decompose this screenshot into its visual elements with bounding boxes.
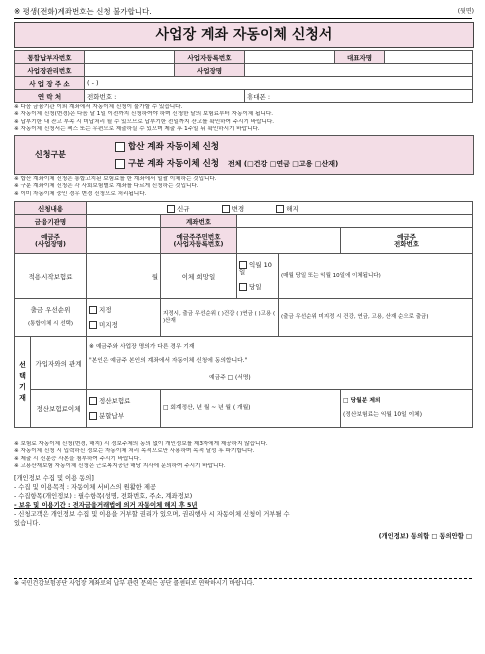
label-optional: 선택기재	[15, 337, 31, 428]
note-line: ※ 구분 계좌이체 신청은 각 사회보험별로 계좌를 다르게 신청하는 것입니다.	[14, 183, 199, 190]
option-same-day[interactable]: 당일	[239, 283, 276, 291]
field-mobile[interactable]: 휴대폰 :	[245, 90, 473, 103]
privacy-consent[interactable]: (개인정보) 동의함 □ 동의안함 □	[378, 533, 472, 540]
apply-option-separate[interactable]: 구분 계좌 자동이체 신청 전체 (□건강 □연금 □고용 □산재)	[115, 157, 338, 169]
note-line: ※ 보험료 자동이체 신청(변경, 해지) 시 정보주체의 동의 없이 개인정보를 제3자에게 제공하지 않습니다.	[14, 441, 268, 447]
option-new[interactable]: 신규	[167, 205, 190, 213]
divider	[14, 578, 472, 579]
checkbox-icon[interactable]	[115, 159, 125, 169]
note-line: ※ 합산 계좌이체 신청은 통합고지된 보험료를 한 계좌에서 일괄 이체하는 것입니다.	[14, 176, 217, 182]
option-priority-unset[interactable]: 미지정	[89, 321, 158, 329]
notes-1	[14, 104, 472, 134]
label-holder-phone: 예금주 전화번호	[341, 228, 473, 254]
field-bank[interactable]	[87, 215, 161, 228]
priority-options	[87, 299, 161, 337]
label-representative: 대표자명	[335, 51, 385, 64]
field-address[interactable]: ( - )	[85, 77, 473, 90]
checkbox-icon[interactable]	[239, 283, 247, 291]
checkbox-icon[interactable]	[222, 205, 230, 213]
note-line: ※ 제출 시 신분증 사본을 첨부하여 주시기 바랍니다.	[14, 455, 141, 462]
priority-text[interactable]: 지정시, 출금 우선순위 ( )건강 ( )연금 ( )고용 ( )산재	[161, 299, 279, 337]
transfer-details-table	[14, 201, 473, 428]
label-holder: 예금주 (사업장명)	[15, 228, 87, 254]
privacy-title: [개인정보 수집 및 이용 동의]	[14, 475, 94, 482]
privacy-line: - 수집항목(개인정보) : 필수항목(성명, 전화번호, 주소, 계좌정보)	[14, 493, 193, 500]
side-note: (뒷면)	[457, 8, 474, 15]
note-line: ※ 자동이체 신청 시 입력하신 정보는 자동이체 처리 목적으로만 사용하며 목적 달성 후 파기합니다.	[14, 448, 255, 455]
option-change[interactable]: 변경	[222, 205, 245, 213]
privacy-line: 있습니다.	[14, 520, 41, 527]
option-settlement[interactable]: 정산보험료	[89, 397, 158, 405]
label-business-reg-number: 사업자등록번호	[175, 51, 245, 64]
field-site-name[interactable]	[245, 64, 473, 77]
business-info-table	[14, 50, 473, 103]
notes-3	[14, 441, 472, 471]
field-holder[interactable]	[87, 228, 161, 254]
pay-day-note: (매월 당일 또는 익월 10일에 이체됩니다)	[279, 254, 473, 299]
field-holder-id[interactable]	[237, 228, 341, 254]
note-line: ※ 자동이체 신청(변경)은 다음 달 1일 이전까지 신청하여야 하며 신청한 달의 보험료부터 자동이체 됩니다.	[14, 111, 274, 118]
label-contact: 연 락 처	[15, 90, 85, 103]
option-installment[interactable]: 분할납부	[89, 412, 158, 420]
label-request-kind: 신청내용	[15, 202, 87, 215]
option-exclude-month[interactable]: □ 당월분 제외	[343, 398, 381, 404]
checkbox-icon[interactable]	[89, 321, 97, 329]
option-next-10th[interactable]: 익월 10일	[239, 261, 272, 276]
checkbox-icon[interactable]	[89, 412, 97, 420]
label-site-name: 사업장명	[175, 64, 245, 77]
label-priority: 출금 우선순위 (통합이체 시 선택)	[15, 299, 87, 337]
signature-field[interactable]: 예금주 □ (서명)	[209, 375, 251, 381]
apply-option-combined[interactable]: 합산 계좌 자동이체 신청	[115, 140, 219, 152]
label-site-number: 사업장관리번호	[15, 64, 85, 77]
divider	[14, 18, 472, 19]
field-representative[interactable]	[385, 51, 473, 64]
label-settlement: 정산보험료이체	[31, 390, 87, 428]
note-line: ※ 납부기한 내 잔고 부족 시 미납처리 될 수 있으므로 납부기한 전일까지 잔고를 확인하여 주시기 바랍니다.	[14, 118, 275, 125]
field-integrated-number[interactable]	[85, 51, 175, 64]
checkbox-icon[interactable]	[89, 397, 97, 405]
bottom-note: ※ 국민건강보험공단 사업장 계좌로의 납부 관련 문의는 공단 콜센터로 연락하시기 바랍니다.	[14, 580, 255, 587]
priority-note: (출금 우선순위 미지정 시 건강, 연금, 고용, 산재 순으로 출금)	[279, 299, 473, 337]
relationship-cell: ※ 예금주와 사업장 명의가 다른 경우 기재 "본인은 예금주 본인의 계좌에서 자동이체 신청에 동의합니다." 예금주 □ (서명)	[87, 337, 473, 390]
privacy-line: - 신청고객은 개인정보 수집 및 이용을 거부할 권리가 있으며, 권리행사 시 자동이체 신청이 거부될 수	[14, 511, 290, 518]
label-account: 계좌번호	[161, 215, 237, 228]
note-line: ※ 자동이체 신청서는 팩스 또는 우편으로 제출하실 수 있으며 제출 후 1주일 뒤 확인하시기 바랍니다.	[14, 126, 260, 133]
privacy-line: - 보유 및 이용기간 : 전자금융거래법에 의거 자동이체 해지 후 5년	[14, 502, 198, 509]
checkbox-icon[interactable]	[89, 306, 97, 314]
privacy-line: - 수집 및 이용목적 : 자동이체 서비스의 원활한 제공	[14, 484, 157, 491]
top-note	[14, 6, 474, 17]
privacy-section	[14, 474, 472, 541]
label-address: 사 업 장 주 소	[15, 77, 85, 90]
top-note-text: ※ 평생(전화)계좌번호는 신청 불가합니다.	[14, 7, 152, 16]
apply-type-section	[14, 135, 474, 175]
settlement-period[interactable]: □ 회계정산, 년 월 ~ 년 월 ( 개월)	[161, 390, 341, 428]
notes-2	[14, 176, 472, 198]
option-priority-set[interactable]: 지정	[89, 306, 158, 314]
pay-day-options	[237, 254, 279, 299]
checkbox-icon[interactable]	[276, 205, 284, 213]
label-bank: 금융기관명	[15, 215, 87, 228]
settlement-options	[87, 390, 161, 428]
option-cancel[interactable]: 해지	[276, 205, 299, 213]
field-site-number[interactable]	[85, 64, 175, 77]
page-title: 사업장 계좌 자동이체 신청서	[14, 22, 474, 48]
field-business-reg-number[interactable]	[245, 51, 335, 64]
note-line: ※ 고용산재보험 자동이체 신청은 근로복지공단 해당 지사에 문의하여 주시기 바랍니다.	[14, 463, 226, 470]
checkbox-icon[interactable]	[167, 205, 175, 213]
checkbox-icon[interactable]	[115, 142, 125, 152]
note-line: ※ 다음 금융기관 이외 계좌에서 자동이체 신청이 불가할 수 있습니다.	[14, 104, 183, 110]
request-kind-options	[87, 202, 473, 215]
field-start-month[interactable]: 월	[87, 254, 161, 299]
field-phone[interactable]: 전화번호 :	[85, 90, 245, 103]
label-holder-id: 예금주주민번호 (사업자등록번호)	[161, 228, 237, 254]
label-integrated-number: 통합납부자번호	[15, 51, 85, 64]
label-pay-day: 이체 희망일	[161, 254, 237, 299]
label-relationship: 가입자와의 관계	[31, 337, 87, 390]
field-account[interactable]	[237, 215, 473, 228]
apply-type-label: 신청구분	[35, 150, 66, 159]
note-line: ※ 이미 자동이체 중인 경우 변경 신청으로 처리됩니다.	[14, 190, 147, 197]
label-start-premium: 적용시작보험료	[15, 254, 87, 299]
settlement-exclude: □ 당월분 제외 (정산보험료는 익월 10일 이체)	[341, 390, 473, 428]
